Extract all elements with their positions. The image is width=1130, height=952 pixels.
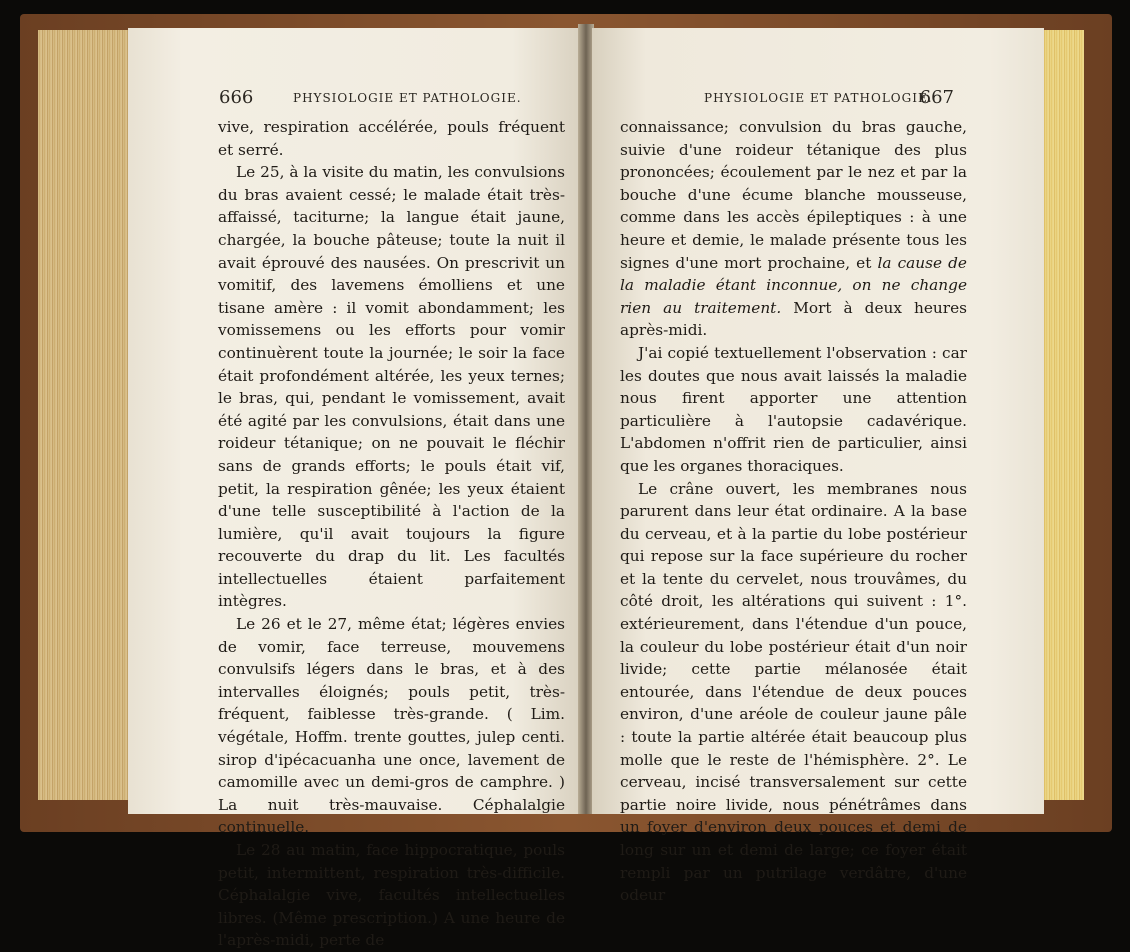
text-run: connaissance; convulsion du bras gauche, suivie d'une roideur tétanique des plus prononcées; écoulement par le nez et par la bouche d'une écume blanche mousseuse, comme dans les accès épileptiques : à une heure et demie, le malade présente tous les signes d'une mort prochaine, et — [620, 118, 967, 272]
right-page — [592, 28, 1044, 905]
left-head-title: PHYSIOLOGIE ET PATHOLOGIE. — [293, 91, 522, 105]
paragraph: Le 25, à la visite du matin, les convulsions du bras avaient cessé; le malade était très-affaissé, taciturne; la langue était jaune, chargée, la bouche pâteuse; toute la nuit il avait éprouvé des nausées. On prescrivit un vomitif, des lavemens émolliens et une tisane amère : il vomit abondamment; les vomissemens ou les efforts pour vomir continuèrent toute la journée; le soir la face était profondément altérée, les yeux ternes; le bras, qui, pendant le vomissement, avait été agité par les convulsions, était dans une roideur tétanique; on ne pouvait le fléchir sans de grands efforts; le pouls était vif, petit, la respiration gênée; les yeux étaient d'une telle susceptibilité à l'action de la lumière, qu'il avait toujours la figure recouverte du drap du lit. Les facultés intellectuelles étaient parfaitement intègres. — [218, 163, 565, 611]
right-head-title: PHYSIOLOGIE ET PATHOLOGIE. — [704, 91, 933, 105]
paragraph — [620, 116, 967, 342]
left-page-number: 666 — [219, 87, 254, 108]
paragraph: Le crâne ouvert, les membranes nous parurent dans leur état ordinaire. A la base du cerveau, et à la partie du lobe postérieur qui repose sur la face supérieure du rocher et la tente du cervelet, nous trouvâmes, du côté droit, les altérations qui suivent : 1°. extérieurement, dans l'étendue d'un pouce, la couleur du lobe postérieur était d'un noir livide; cette partie mélanosée était entourée, dans l'étendue de deux pouces environ, d'une aréole de couleur jaune pâle : toute la partie altérée était beaucoup plus molle que le reste de l'hémisphère. 2°. Le cerveau, incisé transversalement sur cette partie noire livide, nous pénétrâmes dans un foyer d'environ deux pouces et demi de long sur un et demi de large; ce foyer était rempli par un putrilage verdâtre, d'une odeur — [620, 479, 967, 905]
paragraph: J'ai copié textuellement l'observation : car les doutes que nous avait laissés la maladie nous firent apporter une attention particulière à l'autopsie cadavérique. L'abdomen n'offrit rien de particulier, ainsi que les organes thoraciques. — [620, 343, 967, 475]
text-run: Mort à deux heures après-midi. — [620, 298, 967, 340]
right-page-text — [620, 116, 967, 907]
paragraph: vive, respiration accélérée, pouls fréquent et serré. — [218, 118, 565, 159]
italic-text: la cause de la maladie étant inconnue, on ne change rien au traitement. — [620, 253, 967, 317]
paragraph: Le 26 et le 27, même état; légères envies de vomir, face terreuse, mouvemens convulsifs légers dans le bras, et à des intervalles éloignés; pouls petit, très-fréquent, faiblesse très-grande. ( Lim. végétale, Hoffm. trente gouttes, julep centi. sirop d'ipécacuanha une once, lavement de camomille avec un demi-gros de camphre. ) La nuit très-mauvaise. Céphalalgie continuelle. — [218, 615, 565, 837]
right-page-number: 667 — [919, 87, 954, 108]
right-running-head — [592, 87, 1044, 111]
page-edges-right — [1040, 30, 1084, 800]
left-page — [128, 28, 580, 950]
page-edges-left — [38, 30, 136, 800]
left-page-text — [218, 116, 565, 952]
left-running-head — [128, 87, 580, 111]
paragraph: Le 28 au matin, face hippocratique, pouls petit, intermittent, respiration très-difficile. Céphalalgie vive, facultés intellectuelles libres. (Même prescription.) A une heure de l'après-midi, perte de — [218, 841, 565, 950]
